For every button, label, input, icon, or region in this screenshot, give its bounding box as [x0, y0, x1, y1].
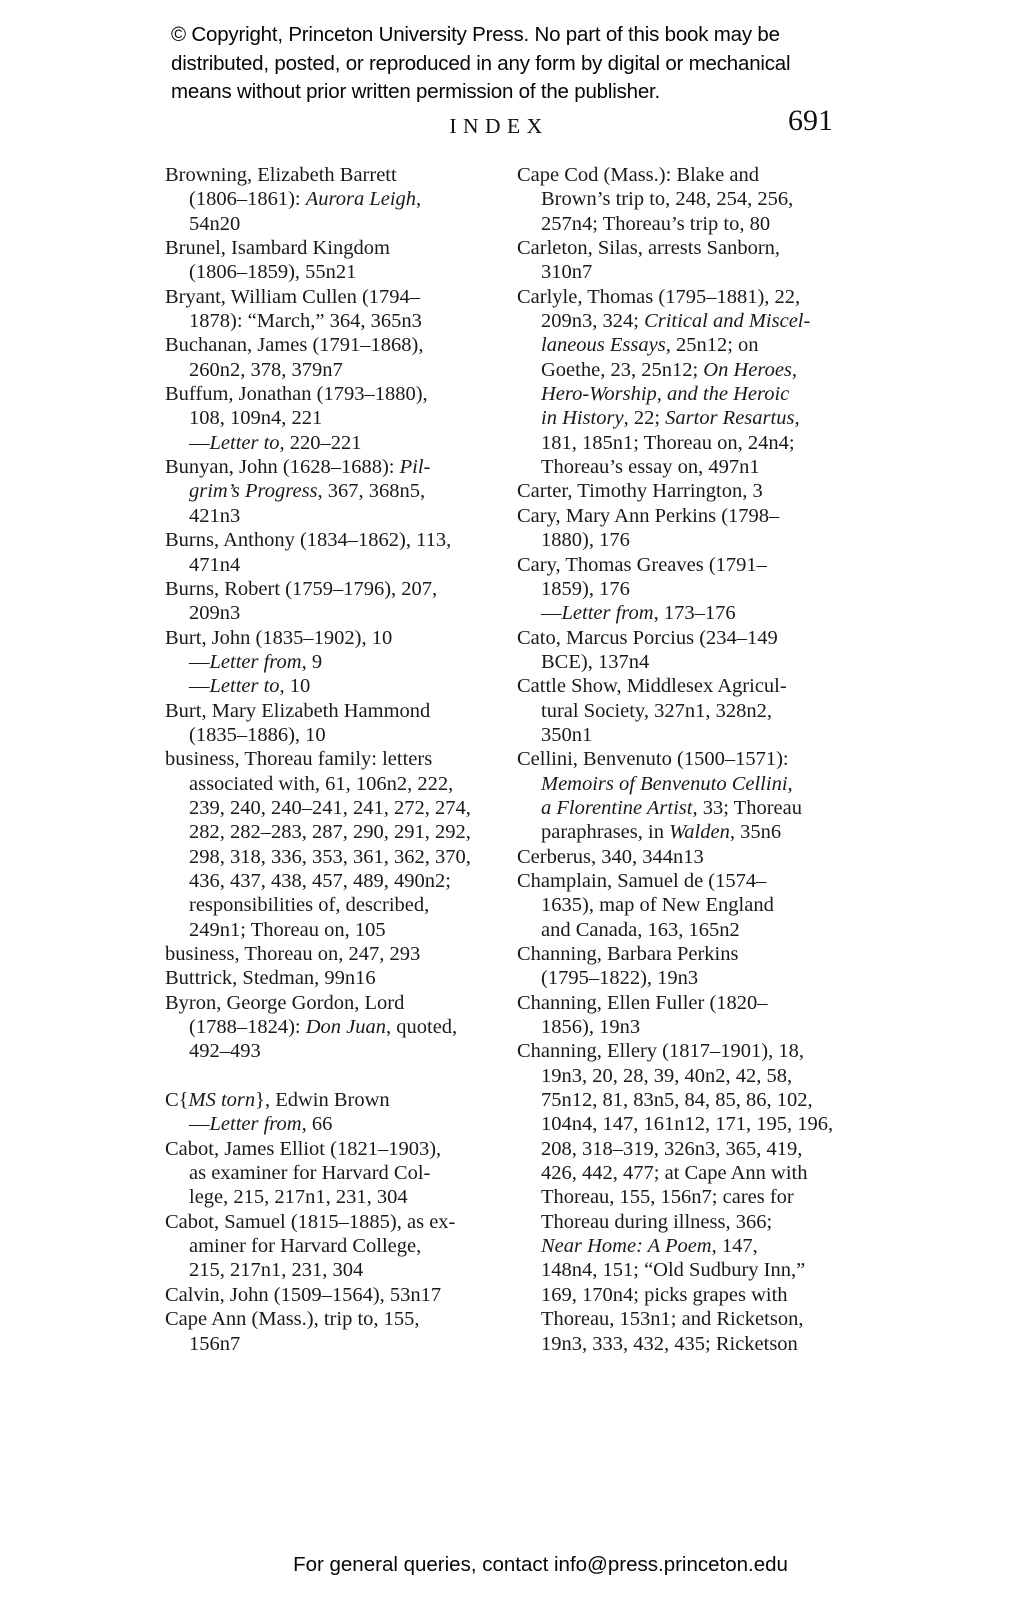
index-line — [165, 772, 510, 796]
index-line — [517, 358, 862, 382]
index-text: 1856), 19n3 — [541, 1016, 641, 1039]
index-text: Channing, Ellery (1817–1901), 18, — [517, 1040, 804, 1063]
index-text: Cape Cod (Mass.): Blake and — [517, 164, 759, 186]
index-text: Cerberus, 340, 344n13 — [517, 845, 704, 868]
index-text: 19n3, 20, 28, 39, 40n2, 42, 58, — [541, 1064, 793, 1087]
index-text: Thoreau during illness, 366; — [541, 1210, 773, 1233]
index-line — [165, 991, 510, 1015]
index-line — [517, 260, 862, 284]
footer-contact-text: For general queries, contact info@press.princeton.edu — [293, 1553, 788, 1576]
index-line — [165, 309, 510, 333]
index-text: (1788–1824): — [189, 1016, 306, 1039]
index-line — [517, 528, 862, 552]
index-text: — — [189, 675, 210, 698]
index-line — [165, 455, 510, 479]
index-text: Channing, Barbara Perkins — [517, 943, 739, 965]
index-text: , 9 — [301, 650, 323, 673]
index-line — [517, 577, 862, 601]
index-text: Thoreau’s essay on, 497n1 — [541, 456, 760, 479]
index-line — [165, 553, 510, 577]
index-text: 169, 170n4; picks grapes with — [541, 1283, 788, 1306]
index-text-italic: Letter to — [209, 675, 280, 698]
index-line — [165, 1015, 510, 1039]
index-text: 239, 240, 240–241, 241, 272, 274, — [189, 796, 471, 819]
index-text: Calvin, John (1509–1564), 53n17 — [165, 1283, 442, 1306]
index-line — [165, 1088, 510, 1112]
index-line — [517, 1307, 862, 1331]
index-line — [165, 1283, 510, 1307]
index-text: , — [794, 407, 800, 430]
index-line — [517, 1137, 862, 1161]
index-line — [517, 626, 862, 650]
index-line — [165, 869, 510, 893]
index-text: Cato, Marcus Porcius (234–149 — [517, 626, 778, 649]
index-line — [165, 1332, 510, 1356]
index-line — [517, 796, 862, 820]
index-text: Buffum, Jonathan (1793–1880), — [165, 383, 428, 406]
index-text: , 66 — [301, 1113, 333, 1136]
index-text: Cellini, Benvenuto (1500–1571): — [517, 748, 789, 771]
index-text-italic: grim’s Progress — [189, 480, 318, 503]
index-text: tural Society, 327n1, 328n2, — [541, 699, 772, 722]
index-text: 156n7 — [189, 1332, 241, 1355]
index-text: Carter, Timothy Harrington, 3 — [517, 480, 763, 503]
index-line — [517, 212, 862, 236]
index-line — [165, 1210, 510, 1234]
index-text: 471n4 — [189, 553, 241, 576]
index-line — [165, 796, 510, 820]
index-text: Browning, Elizabeth Barrett — [165, 164, 397, 186]
index-text: Champlain, Samuel de (1574– — [517, 869, 767, 892]
index-line — [517, 333, 862, 357]
index-text: Cattle Show, Middlesex Agricul- — [517, 675, 787, 698]
index-text: Cape Ann (Mass.), trip to, 155, — [165, 1308, 420, 1331]
index-text: (1806–1859), 55n21 — [189, 261, 357, 284]
index-line — [517, 918, 862, 942]
copyright-line: means without prior written permission of the publisher. — [171, 80, 661, 103]
index-line — [165, 260, 510, 284]
index-text: 260n2, 378, 379n7 — [189, 358, 343, 381]
index-text: business, Thoreau on, 247, 293 — [165, 943, 421, 965]
index-line — [517, 699, 862, 723]
index-text: 492–493 — [189, 1040, 261, 1063]
index-text-italic: Critical and Miscel- — [644, 310, 811, 333]
index-text: Thoreau, 155, 156n7; cares for — [541, 1186, 794, 1209]
index-text: BCE), 137n4 — [541, 650, 650, 673]
index-line — [517, 1234, 862, 1258]
index-text: associated with, 61, 106n2, 222, — [189, 772, 454, 795]
index-line — [517, 431, 862, 455]
index-text-italic: Don Juan — [305, 1016, 387, 1039]
index-line — [517, 650, 862, 674]
index-text-italic: Pil- — [399, 456, 431, 479]
index-line — [165, 236, 510, 260]
index-text: (1795–1822), 19n3 — [541, 967, 699, 990]
index-text: — — [541, 602, 562, 625]
index-text: , 220–221 — [279, 431, 362, 454]
index-text: , 10 — [279, 675, 311, 698]
index-text-italic: Hero-Worship, and the Heroic — [541, 383, 790, 406]
index-line — [517, 1015, 862, 1039]
index-text-italic: On Heroes, — [703, 358, 798, 381]
index-text: , 33; Thoreau — [692, 796, 802, 819]
index-text: , 35n6 — [729, 821, 782, 844]
index-line — [517, 747, 862, 771]
index-line — [165, 1161, 510, 1185]
index-text: lege, 215, 217n1, 231, 304 — [189, 1186, 408, 1209]
index-text: , 367, 368n5, — [317, 480, 426, 503]
index-line — [517, 893, 862, 917]
copyright-line: © Copyright, Princeton University Press. No part of this book may be — [171, 23, 780, 46]
index-text: and Canada, 163, 165n2 — [541, 918, 740, 941]
index-text: 181, 185n1; Thoreau on, 24n4; — [541, 431, 795, 454]
index-line — [165, 479, 510, 503]
index-text: Burt, Mary Elizabeth Hammond — [165, 699, 431, 722]
index-text: , 147, — [711, 1235, 758, 1258]
index-text: 1859), 176 — [541, 577, 630, 600]
index-text: Cabot, James Elliot (1821–1903), — [165, 1137, 442, 1160]
index-text: Cabot, Samuel (1815–1885), as ex- — [165, 1210, 456, 1233]
index-line — [165, 674, 510, 698]
index-text: 1635), map of New England — [541, 894, 774, 917]
index-line — [517, 942, 862, 966]
index-text: 209n3 — [189, 602, 241, 625]
index-text: Brown’s trip to, 248, 254, 256, — [541, 188, 794, 211]
index-text: , — [416, 188, 422, 211]
copyright-notice — [171, 21, 790, 107]
index-text: 19n3, 333, 432, 435; Ricketson — [541, 1332, 798, 1355]
index-text-italic: a Florentine Artist — [541, 796, 693, 819]
index-line — [165, 1039, 510, 1063]
index-line — [165, 431, 510, 455]
index-line — [165, 577, 510, 601]
index-line — [517, 1112, 862, 1136]
index-line — [517, 772, 862, 796]
index-line — [517, 1258, 862, 1282]
index-line — [517, 674, 862, 698]
index-line — [517, 723, 862, 747]
index-text-italic: Sartor Resartus — [665, 407, 795, 430]
index-line — [165, 528, 510, 552]
index-text: 257n4; Thoreau’s trip to, 80 — [541, 212, 771, 235]
index-text: 298, 318, 336, 353, 361, 362, 370, — [189, 845, 471, 868]
index-line — [165, 845, 510, 869]
index-line — [517, 285, 862, 309]
index-line — [165, 1185, 510, 1209]
index-text: 1878): “March,” 364, 365n3 — [189, 310, 422, 333]
index-text: Channing, Ellen Fuller (1820– — [517, 991, 768, 1014]
index-text: Byron, George Gordon, Lord — [165, 991, 405, 1014]
index-line — [165, 747, 510, 771]
index-text: — — [189, 431, 210, 454]
index-line — [517, 504, 862, 528]
index-line — [517, 455, 862, 479]
index-text-italic: Letter to — [209, 431, 280, 454]
index-text: Carlyle, Thomas (1795–1881), 22, — [517, 285, 801, 308]
index-line — [165, 723, 510, 747]
index-line — [517, 1332, 862, 1356]
index-text: 350n1 — [541, 723, 593, 746]
index-text: Burt, John (1835–1902), 10 — [165, 626, 393, 649]
index-line — [165, 1137, 510, 1161]
index-column-left — [165, 163, 510, 1356]
index-line — [517, 309, 862, 333]
index-line — [517, 1064, 862, 1088]
index-line — [165, 212, 510, 236]
index-line — [165, 504, 510, 528]
index-line — [517, 1283, 862, 1307]
index-text: Goethe, 23, 25n12; — [541, 358, 704, 381]
index-text-italic: Memoirs of Benvenuto Cellini, — [541, 772, 793, 795]
index-text: Buttrick, Stedman, 99n16 — [165, 967, 376, 990]
index-text-italic: laneous Essays — [541, 334, 666, 357]
index-text: 54n20 — [189, 212, 241, 235]
index-text: Cary, Thomas Greaves (1791– — [517, 553, 767, 576]
index-text-italic: Letter from — [561, 602, 654, 625]
index-text-italic: MS torn — [188, 1089, 256, 1112]
page-title: INDEX — [449, 114, 549, 138]
index-text-italic: Letter from — [209, 1113, 302, 1136]
index-text: , 173–176 — [653, 602, 736, 625]
index-text: C{ — [165, 1089, 189, 1112]
index-line — [517, 479, 862, 503]
index-text: Cary, Mary Ann Perkins (1798– — [517, 504, 780, 527]
index-line — [165, 626, 510, 650]
index-line — [165, 163, 510, 187]
index-line — [165, 601, 510, 625]
index-text: , 25n12; on — [665, 334, 759, 357]
index-line — [517, 553, 862, 577]
index-text: 249n1; Thoreau on, 105 — [189, 918, 386, 941]
index-text: as examiner for Harvard Col- — [189, 1162, 431, 1185]
index-text: 426, 442, 477; at Cape Ann with — [541, 1162, 808, 1185]
index-text-italic: in History — [541, 407, 624, 430]
index-line — [165, 406, 510, 430]
index-line — [165, 285, 510, 309]
index-line — [517, 1161, 862, 1185]
index-line — [517, 406, 862, 430]
index-line — [517, 601, 862, 625]
index-text-italic: Letter from — [209, 650, 302, 673]
index-line — [165, 1258, 510, 1282]
index-line — [517, 187, 862, 211]
index-text: 148n4, 151; “Old Sudbury Inn,” — [541, 1259, 806, 1282]
index-text: 421n3 — [189, 504, 241, 527]
index-text: Burns, Robert (1759–1796), 207, — [165, 577, 438, 600]
index-text-italic: Aurora Leigh — [305, 188, 417, 211]
index-text: Brunel, Isambard Kingdom — [165, 237, 390, 260]
page-number: 691 — [788, 104, 833, 137]
index-text: 1880), 176 — [541, 529, 630, 552]
index-line — [517, 1185, 862, 1209]
index-text-italic: Walden — [669, 821, 730, 844]
index-text: 75n12, 81, 83n5, 84, 85, 86, 102, — [541, 1089, 813, 1112]
index-line — [165, 650, 510, 674]
index-line — [165, 333, 510, 357]
index-text: 208, 318–319, 326n3, 365, 419, — [541, 1137, 803, 1160]
index-text: aminer for Harvard College, — [189, 1235, 422, 1258]
index-line — [165, 966, 510, 990]
index-line — [517, 163, 862, 187]
index-text: Thoreau, 153n1; and Ricketson, — [541, 1308, 804, 1331]
index-line — [165, 942, 510, 966]
index-text: Bunyan, John (1628–1688): — [165, 456, 400, 479]
index-text: Buchanan, James (1791–1868), — [165, 334, 424, 357]
index-text: 104n4, 147, 161n12, 171, 195, 196, — [541, 1113, 834, 1136]
index-text-italic: Near Home: A Poem — [541, 1235, 712, 1258]
index-line — [165, 1112, 510, 1136]
index-line — [517, 1088, 862, 1112]
copyright-line: distributed, posted, or reproduced in any form by digital or mechanical — [171, 51, 791, 75]
index-text: paraphrases, in — [541, 821, 670, 844]
index-line — [517, 991, 862, 1015]
index-text: 310n7 — [541, 261, 593, 284]
index-text: responsibilities of, described, — [189, 894, 430, 917]
index-line — [165, 187, 510, 211]
index-line — [165, 699, 510, 723]
index-text: 436, 437, 438, 457, 489, 490n2; — [189, 869, 451, 892]
index-line — [517, 1210, 862, 1234]
index-line — [517, 1039, 862, 1063]
index-text: 282, 282–283, 287, 290, 291, 292, — [189, 821, 471, 844]
index-line — [165, 1234, 510, 1258]
index-text: , quoted, — [386, 1016, 458, 1039]
index-line — [517, 382, 862, 406]
index-line-blank — [165, 1064, 510, 1088]
index-text: Carleton, Silas, arrests Sanborn, — [517, 237, 781, 260]
index-text: — — [189, 650, 210, 673]
index-text: 108, 109n4, 221 — [189, 407, 323, 430]
index-text: 209n3, 324; — [541, 310, 645, 333]
index-line — [165, 893, 510, 917]
index-line — [165, 918, 510, 942]
index-text: (1806–1861): — [189, 188, 306, 211]
index-text: business, Thoreau family: letters — [165, 748, 433, 771]
index-text: }, Edwin Brown — [255, 1089, 390, 1112]
index-text: 215, 217n1, 231, 304 — [189, 1259, 364, 1282]
index-text: — — [189, 1113, 210, 1136]
index-line — [517, 845, 862, 869]
index-text: (1835–1886), 10 — [189, 723, 326, 746]
index-line — [517, 820, 862, 844]
index-text: Burns, Anthony (1834–1862), 113, — [165, 529, 452, 552]
index-line — [165, 820, 510, 844]
index-line — [517, 869, 862, 893]
index-line — [165, 358, 510, 382]
index-column-right — [517, 163, 862, 1356]
index-line — [517, 236, 862, 260]
index-line — [165, 1307, 510, 1331]
index-line — [165, 382, 510, 406]
index-text: , 22; — [623, 407, 666, 430]
index-line — [517, 966, 862, 990]
index-text: Bryant, William Cullen (1794– — [165, 285, 421, 308]
